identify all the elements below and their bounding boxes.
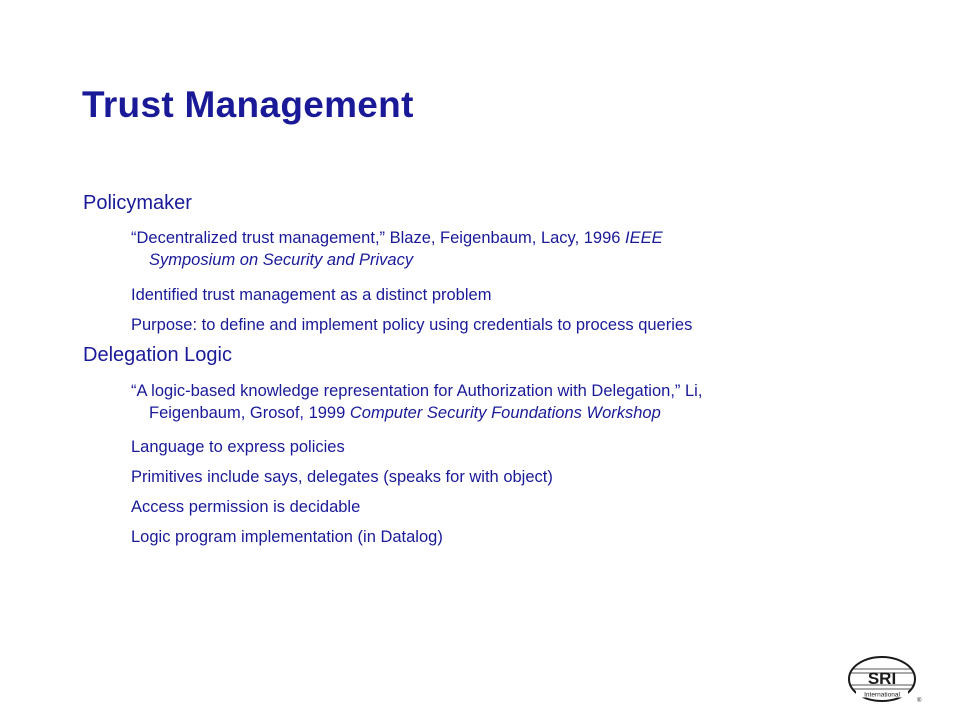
section-heading-policymaker: Policymaker [83, 192, 192, 214]
bullet-delegation-4: Access permission is decidable [131, 498, 361, 516]
citation-text-1: “A logic-based knowledge representation for Authorization with Delegation,” Li, [131, 382, 703, 400]
citation-venue: Computer Security Foundations Workshop [349, 404, 661, 422]
bullet-policymaker-3: Purpose: to define and implement policy using credentials to process queries [131, 316, 693, 334]
logo-sub-text: International [864, 691, 900, 699]
bullet-delegation-5: Logic program implementation (in Datalog) [131, 528, 443, 546]
citation-authors: Feigenbaum, Grosof, 1999 [149, 404, 350, 422]
sri-international-logo [846, 655, 922, 705]
registered-mark: ® [917, 698, 922, 704]
bullet-policymaker-citation [131, 227, 831, 271]
citation-text: “Decentralized trust management,” Blaze, Feigenbaum, Lacy, 1996 [131, 229, 626, 247]
slide-title: Trust Management [82, 84, 414, 125]
bullet-policymaker-2: Identified trust management as a distinct problem [131, 286, 492, 304]
citation-venue-cont: Symposium on Security and Privacy [149, 251, 414, 269]
logo-main-text: SRI [867, 669, 897, 688]
section-heading-delegation-logic: Delegation Logic [83, 344, 232, 366]
bullet-delegation-citation [131, 380, 831, 424]
bullet-delegation-3: Primitives include says, delegates (speaks for with object) [131, 468, 553, 486]
citation-line-2 [131, 402, 831, 424]
bullet-delegation-2: Language to express policies [131, 438, 345, 456]
citation-venue: IEEE [625, 229, 663, 247]
